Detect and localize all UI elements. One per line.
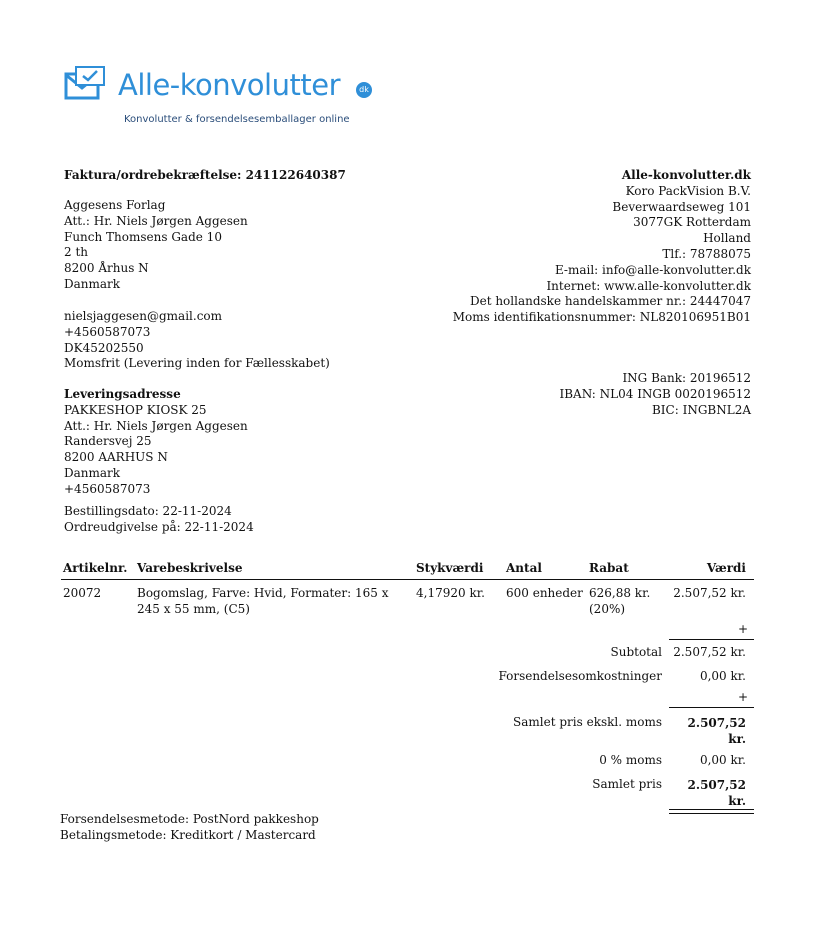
total-amount: 2.507,52	[687, 778, 746, 792]
envelope-check-icon	[64, 66, 106, 102]
excl-vat-currency: kr.	[728, 732, 746, 746]
delivery-line: Randersvej 25	[64, 434, 152, 449]
excl-vat-label: Samlet pris ekskl. moms	[513, 715, 662, 729]
col-header: Antal	[504, 559, 587, 580]
invoice-title: Faktura/ordrebekræftelse: 241122640387	[64, 168, 346, 182]
delivery-line: 8200 AARHUS N	[64, 450, 168, 465]
customer-contact	[64, 309, 330, 372]
total-double-rule	[669, 809, 754, 814]
seller-line: 3077GK Rotterdam	[633, 215, 751, 230]
seller-bank	[559, 371, 751, 418]
footer-info	[60, 812, 319, 844]
customer-line: 8200 Århus N	[64, 261, 149, 276]
delivery-line: +4560587073	[64, 481, 151, 496]
seller-info	[453, 168, 751, 326]
vat-label: 0 % moms	[599, 753, 662, 767]
excl-vat-amount: 2.507,52	[687, 716, 746, 730]
seller-line: E-mail: info@alle-konvolutter.dk	[554, 262, 751, 277]
subtotal-label: Subtotal	[610, 645, 662, 659]
release-date: Ordreudgivelse på: 22-11-2024	[64, 519, 254, 534]
cell-description: Bogomslag, Farve: Hvid, Formater: 165 x 245 x 55 mm, (C5)	[137, 586, 389, 616]
customer-phone: +4560587073	[64, 324, 151, 339]
plus-sign: +	[737, 622, 748, 636]
bank-bic: BIC: INGBNL2A	[651, 402, 751, 417]
vat-value: 0,00 kr.	[699, 753, 746, 767]
total-currency: kr.	[728, 794, 746, 808]
seller-line: Det hollandske handelskammer nr.: 24447047	[469, 294, 751, 309]
shipping-label: Forsendelsesomkostninger	[498, 669, 662, 683]
col-header: Rabat	[587, 559, 667, 580]
col-header: Værdi	[667, 559, 754, 580]
seller-name: Alle-konvolutter.dk	[621, 168, 751, 182]
brand-tagline: Konvolutter & forsendelsesemballager online	[124, 114, 350, 125]
payment-method: Betalingsmetode: Kreditkort / Mastercard	[60, 827, 316, 842]
shipping-value: 0,00 kr.	[699, 669, 746, 683]
customer-line: 2 th	[64, 245, 88, 260]
seller-line: Tlf.: 78788075	[662, 246, 751, 261]
delivery-heading: Leveringsadresse	[64, 387, 181, 401]
customer-line: Funch Thomsens Gade 10	[64, 229, 222, 244]
brand-badge: dk	[356, 82, 372, 98]
order-dates	[64, 504, 254, 536]
bank-account: ING Bank: 20196512	[622, 371, 751, 385]
table-header-row	[61, 559, 754, 580]
table-row	[61, 580, 754, 620]
excl-vat-value	[688, 715, 746, 747]
customer-line: Danmark	[64, 276, 121, 291]
seller-line: Internet: www.alle-konvolutter.dk	[546, 278, 751, 293]
items-table	[61, 559, 754, 619]
shipping-method: Forsendelsesmetode: PostNord pakkeshop	[60, 812, 319, 826]
seller-line: Koro PackVision B.V.	[625, 183, 751, 198]
delivery-line: Danmark	[64, 465, 121, 480]
total-value	[688, 777, 746, 809]
col-header: Artikelnr.	[61, 559, 135, 580]
delivery-line: Att.: Hr. Niels Jørgen Aggesen	[64, 418, 248, 433]
cell-article-number: 20072	[63, 586, 102, 600]
delivery-address	[64, 387, 248, 498]
col-header: Stykværdi	[414, 559, 504, 580]
seller-line: Moms identifikationsnummer: NL820106951B01	[452, 310, 751, 325]
cell-quantity: 600 enheder	[506, 586, 583, 600]
plus-sign: +	[737, 690, 748, 704]
order-date: Bestillingsdato: 22-11-2024	[64, 504, 232, 518]
subtotal-value: 2.507,52 kr.	[673, 645, 746, 659]
customer-address	[64, 198, 248, 293]
brand-logo	[64, 66, 404, 130]
seller-line: Beverwaardseweg 101	[612, 199, 751, 214]
cell-unit-price: 4,17920 kr.	[416, 586, 485, 600]
brand-name: Alle-konvolutter	[118, 68, 340, 102]
customer-vat-number: DK45202550	[64, 340, 144, 355]
cell-value: 2.507,52 kr.	[673, 586, 746, 600]
col-header: Varebeskrivelse	[135, 559, 414, 580]
customer-email: nielsjaggesen@gmail.com	[64, 309, 223, 323]
customer-line: Att.: Hr. Niels Jørgen Aggesen	[64, 213, 248, 228]
customer-line: Aggesens Forlag	[64, 198, 166, 212]
bank-iban: IBAN: NL04 INGB 0020196512	[559, 386, 751, 401]
seller-line: Holland	[703, 231, 751, 246]
customer-vat-status: Momsfrit (Levering inden for Fællesskabet)	[64, 356, 330, 371]
delivery-line: PAKKESHOP KIOSK 25	[64, 402, 207, 417]
subtotal-separator	[669, 639, 754, 640]
total-label: Samlet pris	[592, 777, 662, 791]
total-separator	[669, 707, 754, 708]
cell-discount: 626,88 kr. (20%)	[589, 586, 651, 616]
